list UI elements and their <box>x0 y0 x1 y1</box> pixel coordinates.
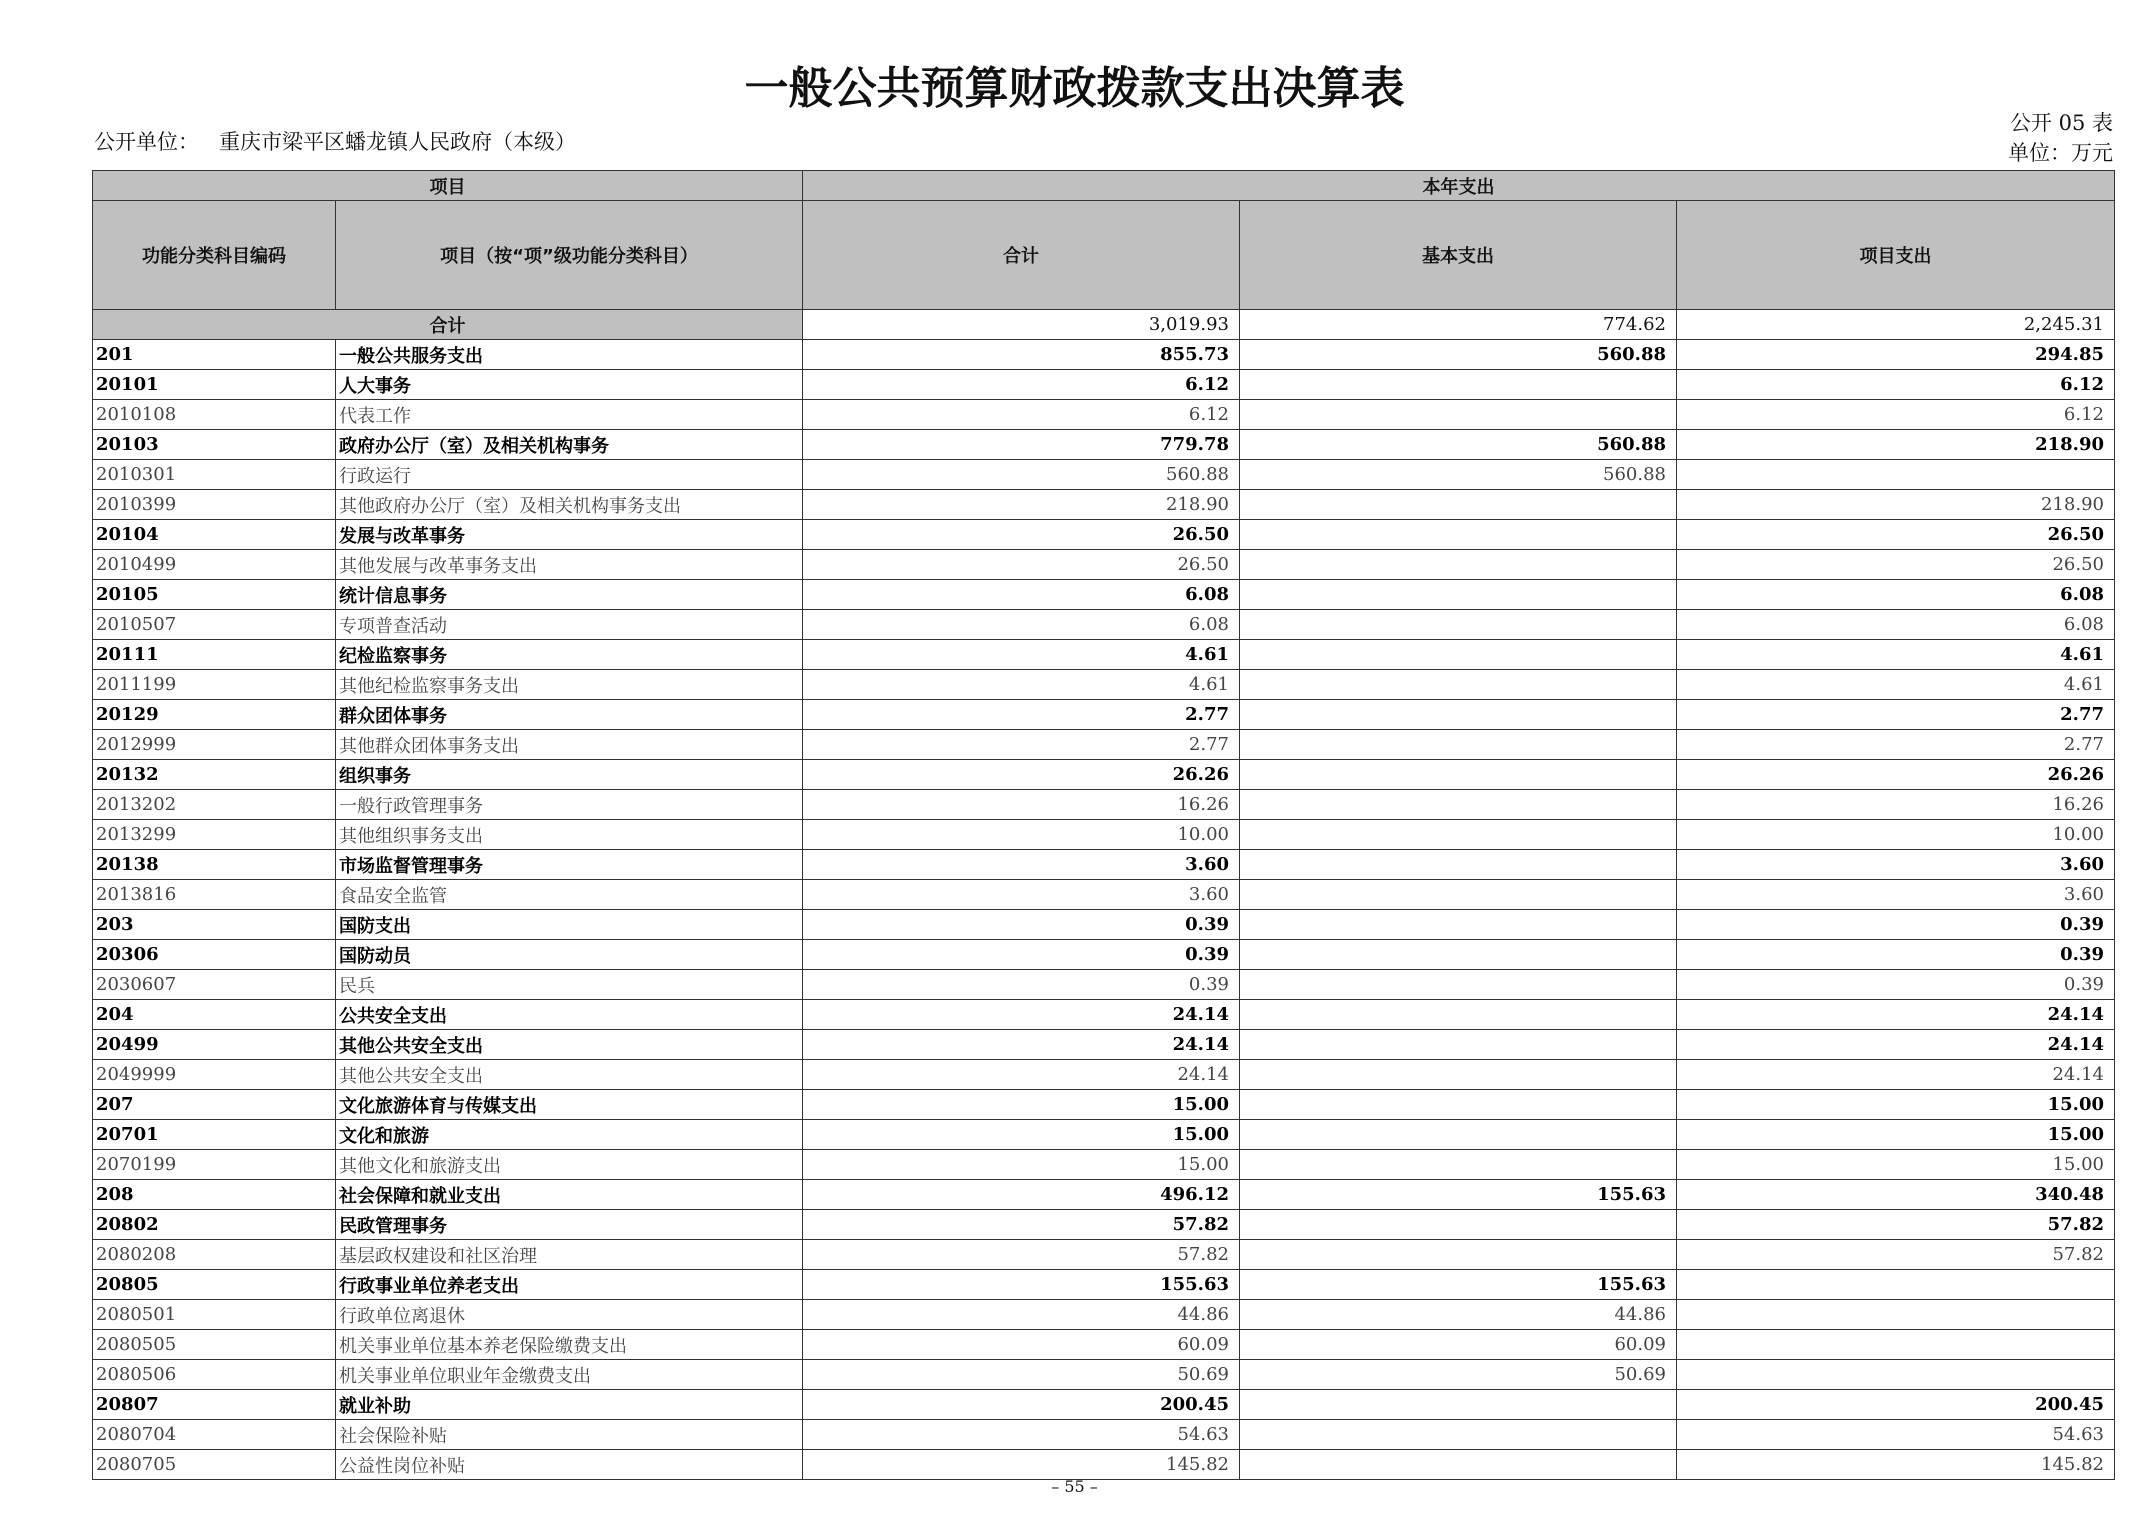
row-total: 4.61 <box>803 640 1240 670</box>
row-total: 26.50 <box>803 520 1240 550</box>
row-project: 294.85 <box>1677 340 2115 370</box>
row-item-name: 国防动员 <box>336 940 803 970</box>
row-item-name: 民政管理事务 <box>336 1210 803 1240</box>
table-row <box>93 1210 2115 1240</box>
row-basic <box>1240 580 1677 610</box>
row-project <box>1677 1270 2115 1300</box>
expenditure-table <box>92 170 2115 1480</box>
table-row <box>93 370 2115 400</box>
row-code: 203 <box>93 910 336 940</box>
row-item-name: 其他组织事务支出 <box>336 820 803 850</box>
row-total: 26.50 <box>803 550 1240 580</box>
row-item-name: 其他群众团体事务支出 <box>336 730 803 760</box>
table-row <box>93 1270 2115 1300</box>
row-total: 24.14 <box>803 1060 1240 1090</box>
row-code: 201 <box>93 340 336 370</box>
row-project: 15.00 <box>1677 1150 2115 1180</box>
row-basic <box>1240 970 1677 1000</box>
table-row <box>93 790 2115 820</box>
row-total: 779.78 <box>803 430 1240 460</box>
disclosure-unit-label: 公开单位： <box>94 130 199 154</box>
row-item-name: 一般公共服务支出 <box>336 340 803 370</box>
row-project: 4.61 <box>1677 640 2115 670</box>
table-row <box>93 1120 2115 1150</box>
row-project: 26.50 <box>1677 520 2115 550</box>
row-basic <box>1240 1090 1677 1120</box>
row-basic <box>1240 820 1677 850</box>
row-project: 57.82 <box>1677 1240 2115 1270</box>
row-total: 57.82 <box>803 1240 1240 1270</box>
table-row <box>93 1150 2115 1180</box>
row-code: 2080505 <box>93 1330 336 1360</box>
row-basic: 560.88 <box>1240 340 1677 370</box>
row-item-name: 其他公共安全支出 <box>336 1060 803 1090</box>
row-code: 208 <box>93 1180 336 1210</box>
row-total: 2.77 <box>803 700 1240 730</box>
table-row <box>93 580 2115 610</box>
row-code: 2080506 <box>93 1360 336 1390</box>
row-project: 15.00 <box>1677 1120 2115 1150</box>
row-total: 855.73 <box>803 340 1240 370</box>
row-basic <box>1240 760 1677 790</box>
row-basic <box>1240 520 1677 550</box>
row-basic <box>1240 1390 1677 1420</box>
row-code: 2070199 <box>93 1150 336 1180</box>
row-basic: 155.63 <box>1240 1180 1677 1210</box>
row-code: 20306 <box>93 940 336 970</box>
total-row <box>93 310 2115 340</box>
page-number: – 55 – <box>1051 1477 1098 1496</box>
row-basic <box>1240 880 1677 910</box>
row-basic <box>1240 700 1677 730</box>
row-total: 6.08 <box>803 610 1240 640</box>
row-total: 15.00 <box>803 1120 1240 1150</box>
row-item-name: 文化和旅游 <box>336 1120 803 1150</box>
header-row-top <box>93 171 2115 201</box>
table-row <box>93 1390 2115 1420</box>
row-item-name: 市场监督管理事务 <box>336 850 803 880</box>
currency-unit: 单位：万元 <box>2008 141 2113 165</box>
row-item-name: 其他发展与改革事务支出 <box>336 550 803 580</box>
row-project: 54.63 <box>1677 1420 2115 1450</box>
row-code: 2010108 <box>93 400 336 430</box>
row-code: 2013202 <box>93 790 336 820</box>
row-code: 20132 <box>93 760 336 790</box>
row-item-name: 社会保险补贴 <box>336 1420 803 1450</box>
row-project: 340.48 <box>1677 1180 2115 1210</box>
row-item-name: 食品安全监管 <box>336 880 803 910</box>
row-total: 50.69 <box>803 1360 1240 1390</box>
table-row <box>93 1420 2115 1450</box>
row-project: 26.50 <box>1677 550 2115 580</box>
header-project: 项目 <box>93 171 803 201</box>
row-project <box>1677 1360 2115 1390</box>
table-row <box>93 550 2115 580</box>
row-code: 20103 <box>93 430 336 460</box>
row-code: 2080501 <box>93 1300 336 1330</box>
row-code: 20101 <box>93 370 336 400</box>
row-item-name: 就业补助 <box>336 1390 803 1420</box>
row-total: 44.86 <box>803 1300 1240 1330</box>
row-basic: 560.88 <box>1240 460 1677 490</box>
disclosure-unit-name: 重庆市梁平区蟠龙镇人民政府（本级） <box>219 130 576 154</box>
table-number: 公开 05 表 <box>2009 111 2113 135</box>
row-item-name: 其他政府办公厅（室）及相关机构事务支出 <box>336 490 803 520</box>
table-row <box>93 700 2115 730</box>
header-item: 项目（按“项”级功能分类科目） <box>336 201 803 310</box>
row-project: 145.82 <box>1677 1450 2115 1480</box>
row-total: 218.90 <box>803 490 1240 520</box>
row-project <box>1677 1300 2115 1330</box>
row-project: 16.26 <box>1677 790 2115 820</box>
row-item-name: 行政事业单位养老支出 <box>336 1270 803 1300</box>
row-basic <box>1240 670 1677 700</box>
row-project: 3.60 <box>1677 880 2115 910</box>
row-total: 155.63 <box>803 1270 1240 1300</box>
row-basic <box>1240 1120 1677 1150</box>
row-total: 6.12 <box>803 400 1240 430</box>
row-basic <box>1240 370 1677 400</box>
row-basic: 560.88 <box>1240 430 1677 460</box>
table-row <box>93 940 2115 970</box>
table-row <box>93 910 2115 940</box>
row-code: 2012999 <box>93 730 336 760</box>
row-basic: 44.86 <box>1240 1300 1677 1330</box>
row-code: 204 <box>93 1000 336 1030</box>
row-total: 60.09 <box>803 1330 1240 1360</box>
row-project: 0.39 <box>1677 970 2115 1000</box>
row-item-name: 专项普查活动 <box>336 610 803 640</box>
row-code: 20111 <box>93 640 336 670</box>
row-basic <box>1240 490 1677 520</box>
page-title: 一般公共预算财政拨款支出决算表 <box>744 63 1405 114</box>
total-amount: 3,019.93 <box>803 310 1240 340</box>
row-project: 0.39 <box>1677 940 2115 970</box>
row-total: 10.00 <box>803 820 1240 850</box>
row-item-name: 其他公共安全支出 <box>336 1030 803 1060</box>
row-basic <box>1240 1420 1677 1450</box>
row-code: 2080705 <box>93 1450 336 1480</box>
row-basic <box>1240 730 1677 760</box>
row-item-name: 群众团体事务 <box>336 700 803 730</box>
row-item-name: 国防支出 <box>336 910 803 940</box>
table-row <box>93 970 2115 1000</box>
table-row <box>93 340 2115 370</box>
row-project: 6.12 <box>1677 370 2115 400</box>
table-row <box>93 1060 2115 1090</box>
row-basic: 50.69 <box>1240 1360 1677 1390</box>
row-item-name: 一般行政管理事务 <box>336 790 803 820</box>
table-row <box>93 880 2115 910</box>
row-basic <box>1240 1060 1677 1090</box>
row-code: 20802 <box>93 1210 336 1240</box>
row-item-name: 社会保障和就业支出 <box>336 1180 803 1210</box>
row-item-name: 基层政权建设和社区治理 <box>336 1240 803 1270</box>
row-project: 6.08 <box>1677 610 2115 640</box>
row-total: 560.88 <box>803 460 1240 490</box>
row-item-name: 代表工作 <box>336 400 803 430</box>
row-code: 20701 <box>93 1120 336 1150</box>
row-basic <box>1240 1030 1677 1060</box>
row-project: 26.26 <box>1677 760 2115 790</box>
row-basic <box>1240 940 1677 970</box>
row-total: 54.63 <box>803 1420 1240 1450</box>
row-basic <box>1240 1210 1677 1240</box>
header-basic: 基本支出 <box>1240 201 1677 310</box>
table-row <box>93 1090 2115 1120</box>
header-project-expenditure: 项目支出 <box>1677 201 2115 310</box>
row-project: 3.60 <box>1677 850 2115 880</box>
row-item-name: 政府办公厅（室）及相关机构事务 <box>336 430 803 460</box>
row-basic <box>1240 850 1677 880</box>
row-item-name: 发展与改革事务 <box>336 520 803 550</box>
table-row <box>93 1030 2115 1060</box>
table-row <box>93 490 2115 520</box>
row-total: 496.12 <box>803 1180 1240 1210</box>
row-basic <box>1240 1150 1677 1180</box>
row-code: 2010399 <box>93 490 336 520</box>
row-item-name: 公共安全支出 <box>336 1000 803 1030</box>
table-row <box>93 400 2115 430</box>
row-project: 24.14 <box>1677 1060 2115 1090</box>
table-row <box>93 1330 2115 1360</box>
row-code: 20138 <box>93 850 336 880</box>
row-code: 2013816 <box>93 880 336 910</box>
row-code: 2049999 <box>93 1060 336 1090</box>
total-label: 合计 <box>93 310 803 340</box>
row-code: 20499 <box>93 1030 336 1060</box>
row-basic <box>1240 1450 1677 1480</box>
row-item-name: 民兵 <box>336 970 803 1000</box>
row-code: 2080704 <box>93 1420 336 1450</box>
row-basic <box>1240 550 1677 580</box>
row-item-name: 文化旅游体育与传媒支出 <box>336 1090 803 1120</box>
row-total: 26.26 <box>803 760 1240 790</box>
total-basic: 774.62 <box>1240 310 1677 340</box>
row-total: 145.82 <box>803 1450 1240 1480</box>
row-total: 24.14 <box>803 1030 1240 1060</box>
row-code: 2030607 <box>93 970 336 1000</box>
row-item-name: 机关事业单位基本养老保险缴费支出 <box>336 1330 803 1360</box>
row-item-name: 其他文化和旅游支出 <box>336 1150 803 1180</box>
row-code: 20105 <box>93 580 336 610</box>
row-code: 2010499 <box>93 550 336 580</box>
table-row <box>93 670 2115 700</box>
table-row <box>93 1180 2115 1210</box>
row-project: 10.00 <box>1677 820 2115 850</box>
row-item-name: 行政运行 <box>336 460 803 490</box>
table-row <box>93 1450 2115 1480</box>
row-project: 15.00 <box>1677 1090 2115 1120</box>
table-row <box>93 640 2115 670</box>
row-total: 6.12 <box>803 370 1240 400</box>
row-project: 0.39 <box>1677 910 2115 940</box>
row-item-name: 纪检监察事务 <box>336 640 803 670</box>
row-project: 24.14 <box>1677 1000 2115 1030</box>
row-basic: 60.09 <box>1240 1330 1677 1360</box>
row-item-name: 行政单位离退休 <box>336 1300 803 1330</box>
row-code: 207 <box>93 1090 336 1120</box>
row-basic <box>1240 1000 1677 1030</box>
row-code: 20129 <box>93 700 336 730</box>
disclosure-unit <box>94 126 576 156</box>
row-project: 2.77 <box>1677 730 2115 760</box>
row-total: 0.39 <box>803 970 1240 1000</box>
table-row <box>93 1240 2115 1270</box>
table-row <box>93 730 2115 760</box>
row-project: 57.82 <box>1677 1210 2115 1240</box>
row-code: 2011199 <box>93 670 336 700</box>
row-basic <box>1240 790 1677 820</box>
table-row <box>93 1360 2115 1390</box>
header-code: 功能分类科目编码 <box>93 201 336 310</box>
row-project: 6.08 <box>1677 580 2115 610</box>
row-code: 2010301 <box>93 460 336 490</box>
row-code: 20805 <box>93 1270 336 1300</box>
row-code: 2080208 <box>93 1240 336 1270</box>
row-project: 200.45 <box>1677 1390 2115 1420</box>
row-code: 2010507 <box>93 610 336 640</box>
table-meta <box>2008 108 2113 168</box>
row-total: 6.08 <box>803 580 1240 610</box>
row-total: 15.00 <box>803 1150 1240 1180</box>
row-total: 15.00 <box>803 1090 1240 1120</box>
row-project: 6.12 <box>1677 400 2115 430</box>
header-current-year: 本年支出 <box>803 171 2115 201</box>
row-project <box>1677 1330 2115 1360</box>
header-total: 合计 <box>803 201 1240 310</box>
row-total: 0.39 <box>803 940 1240 970</box>
table-row <box>93 1000 2115 1030</box>
row-project: 4.61 <box>1677 670 2115 700</box>
row-code: 20104 <box>93 520 336 550</box>
row-item-name: 组织事务 <box>336 760 803 790</box>
row-total: 16.26 <box>803 790 1240 820</box>
row-total: 3.60 <box>803 850 1240 880</box>
row-basic <box>1240 640 1677 670</box>
table-row <box>93 760 2115 790</box>
row-item-name: 机关事业单位职业年金缴费支出 <box>336 1360 803 1390</box>
row-basic <box>1240 400 1677 430</box>
row-total: 57.82 <box>803 1210 1240 1240</box>
row-total: 200.45 <box>803 1390 1240 1420</box>
table-row <box>93 460 2115 490</box>
row-project: 2.77 <box>1677 700 2115 730</box>
row-total: 2.77 <box>803 730 1240 760</box>
row-project: 24.14 <box>1677 1030 2115 1060</box>
row-item-name: 人大事务 <box>336 370 803 400</box>
row-basic: 155.63 <box>1240 1270 1677 1300</box>
table-row <box>93 1300 2115 1330</box>
row-item-name: 公益性岗位补贴 <box>336 1450 803 1480</box>
table-row <box>93 850 2115 880</box>
table-row <box>93 820 2115 850</box>
header-row-bottom <box>93 201 2115 310</box>
row-basic <box>1240 1240 1677 1270</box>
row-project: 218.90 <box>1677 430 2115 460</box>
table-row <box>93 430 2115 460</box>
row-project: 218.90 <box>1677 490 2115 520</box>
row-total: 4.61 <box>803 670 1240 700</box>
row-basic <box>1240 910 1677 940</box>
row-total: 3.60 <box>803 880 1240 910</box>
row-total: 24.14 <box>803 1000 1240 1030</box>
row-item-name: 其他纪检监察事务支出 <box>336 670 803 700</box>
row-basic <box>1240 610 1677 640</box>
row-code: 20807 <box>93 1390 336 1420</box>
row-project <box>1677 460 2115 490</box>
row-code: 2013299 <box>93 820 336 850</box>
total-project: 2,245.31 <box>1677 310 2115 340</box>
table-row <box>93 610 2115 640</box>
row-item-name: 统计信息事务 <box>336 580 803 610</box>
table-row <box>93 520 2115 550</box>
row-total: 0.39 <box>803 910 1240 940</box>
